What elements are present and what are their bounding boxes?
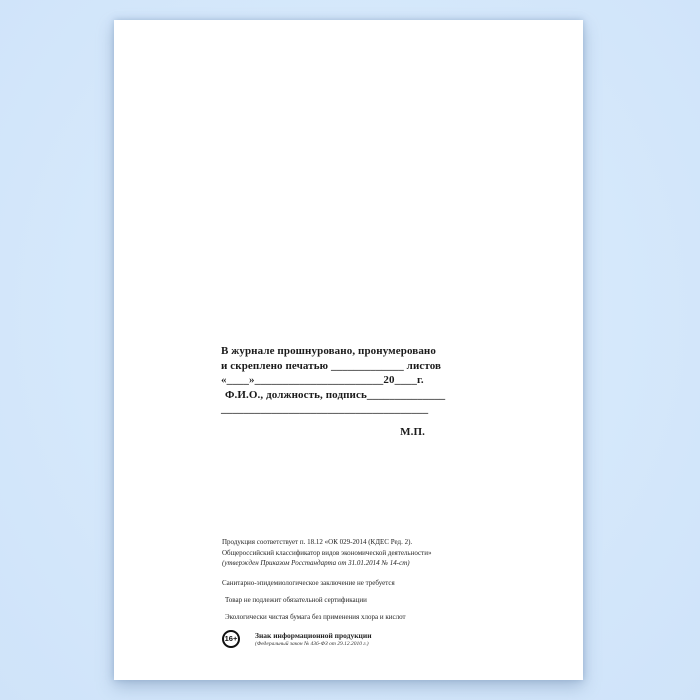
- binding-line-2: и скреплено печатью _____________ листов: [221, 359, 442, 372]
- sanitary-statement: Санитарно-эпидемиологическое заключение не требуется: [222, 578, 395, 587]
- certification-statement: Товар не подлежит обязательной сертификации: [225, 595, 367, 604]
- age-rating-text: [255, 631, 372, 647]
- age-rating-law-reference: (Федеральный закон № 436-ФЗ от 29.12.2010 г.): [255, 640, 369, 647]
- binding-certification-block: [221, 344, 446, 439]
- binding-line-3-date: «____»_______________________20____г.: [221, 374, 424, 386]
- ecology-statement: Экологически чистая бумага без применения хлора и кислот: [225, 612, 406, 621]
- binding-line-1: В журнале прошнуровано, пронумеровано: [221, 345, 436, 357]
- footer-info-block: [222, 537, 462, 648]
- compliance-paragraph: [222, 537, 462, 569]
- binding-line-4-signature: Ф.И.О., должность, подпись______________: [225, 388, 446, 401]
- age-rating-16plus-icon: 16+: [222, 630, 240, 648]
- compliance-line-3: (утвержден Приказом Росстандарта от 31.01.2014 № 14-ст): [222, 559, 410, 567]
- compliance-line-1: Продукция соответствует п. 18.12 «ОК 029-2014 (КДЕС Ред. 2).: [222, 538, 413, 546]
- compliance-line-2: Общероссийский классификатор видов экономической деятельности»: [222, 548, 432, 557]
- binding-line-5-blank: _____________________________________: [221, 403, 429, 415]
- age-rating-label: Знак информационной продукции: [255, 630, 372, 640]
- age-rating-row: [222, 630, 462, 648]
- stamp-place-label: М.П.: [400, 425, 425, 438]
- journal-back-page: [114, 20, 583, 680]
